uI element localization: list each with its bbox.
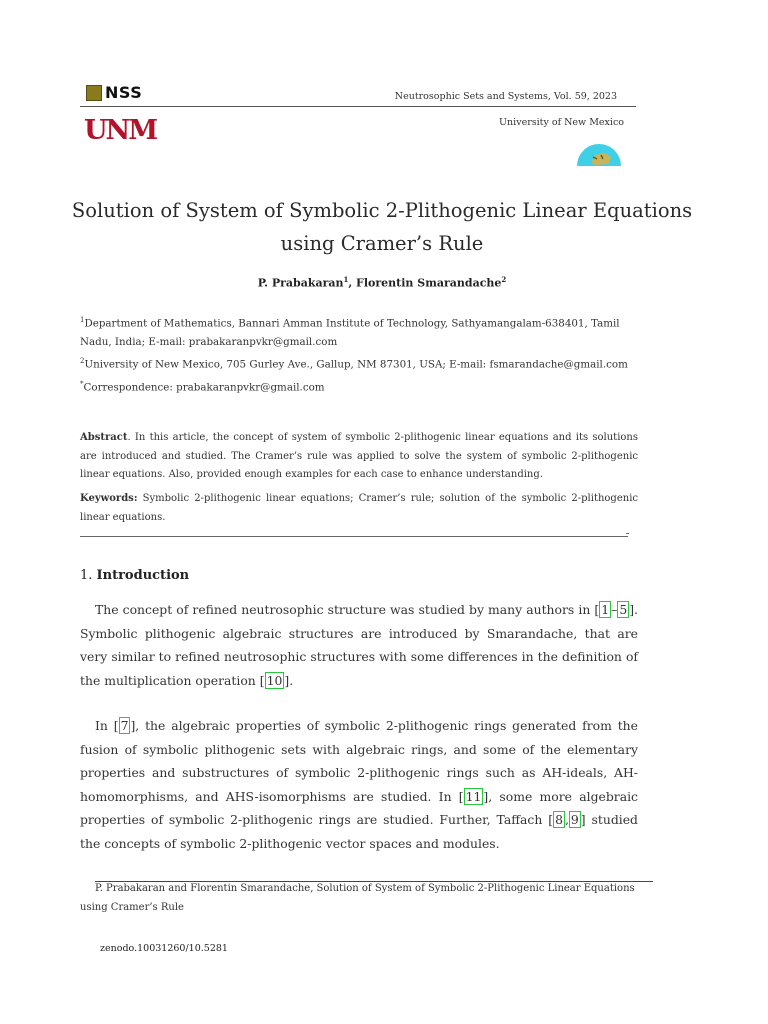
keywords-label: Keywords: [80, 493, 138, 504]
citation-link[interactable]: 1 [601, 602, 610, 617]
section-title: Introduction [96, 568, 190, 583]
author-2-affil-mark: 2 [501, 275, 507, 284]
author-separator: , [348, 276, 357, 290]
university-emblem-icon [575, 133, 623, 166]
affiliation-2-text: University of New Mexico, 705 Gurley Ave., Gallup, NM 87301, USA; E-mail: fsmarandache@gmail.com [84, 358, 628, 371]
header-divider [80, 106, 636, 107]
affiliation-1 [80, 311, 640, 352]
para-text: In [95, 718, 114, 733]
citation-link[interactable]: 7 [120, 718, 129, 733]
intro-paragraph-2: In [ 7 ], the algebraic properties of symbolic 2-plithogenic rings generated from the fusion of symbolic plithogenic sets with algebraic rings, and some of the elementary properties and substructures of symbolic 2-plithogenic rings such as AH-ideals, AH-homomorphisms, and AHS-isomorphisms are studied. In [ 11 ], some more algebraic properties of symbolic 2-plithogenic rings are studied. Further, Taffach [ 8 , 9 ] studied the concepts of symbolic 2-plithogenic vector spaces and modules. [80, 718, 638, 851]
citation-dash: – [611, 602, 618, 617]
abstract-divider [80, 536, 628, 537]
author-list [60, 275, 704, 290]
abstract-label: Abstract [80, 432, 128, 443]
unm-logo: UNM [84, 115, 157, 146]
keywords [80, 490, 638, 527]
nss-logo [86, 83, 142, 102]
keywords-text: Symbolic 2-plithogenic linear equations; Cramer’s rule; solution of the symbolic 2-plithogenic linear equations. [80, 493, 638, 523]
affiliations [80, 311, 640, 397]
section-number: 1. [80, 568, 97, 583]
divider-tick [626, 533, 629, 534]
correspondence-text: Correspondence: prabakaranpvkr@gmail.com [83, 381, 325, 394]
citation-link[interactable]: 10 [266, 672, 283, 688]
citation-link[interactable]: 5 [619, 602, 628, 617]
para-text: . [289, 672, 294, 688]
para-text: , the algebraic properties of symbolic 2-plithogenic rings generated from the fusion of symbolic plithogenic sets with algebraic rings, and some of the elementary properties and substructures of symbolic 2-plithogenic rings such as AH-ideals, AH-homomorphisms, and AHS-isomorphisms are studied. In [80, 718, 638, 804]
affiliation-1-text: Department of Mathematics, Bannari Amman Institute of Technology, Sathyamangalam-638401, Tamil Nadu, India; E-mail: prabakaranpvkr@gmail.com [80, 317, 620, 349]
para-text: The concept of refined neutrosophic structure was studied by many authors in [95, 602, 595, 617]
correspondence [80, 375, 640, 397]
abstract [80, 429, 638, 485]
para-text: . Symbolic plithogenic algebraic structures are introduced by Smarandache, that are very similar to refined neutrosophic structures with some differences in the definition of the multiplication operation [80, 602, 638, 688]
citation-link[interactable]: 8 [555, 812, 563, 827]
footer-citation [80, 879, 642, 917]
para-text: , some more algebraic properties of symbolic 2-plithogenic rings are studied. Further, Taffach [80, 788, 638, 827]
author-1: P. Prabakaran [257, 276, 344, 290]
author-2: Florentin Smarandache [356, 276, 502, 290]
affiliation-2-mark: 2 [80, 357, 85, 366]
affiliation-2 [80, 352, 640, 374]
footer-citation-text: P. Prabakaran and Florentin Smarandache, Solution of System of Symbolic 2-Plithogenic Linear Equations using Cramer’s Rule [80, 883, 635, 913]
intro-paragraph-1: The concept of refined neutrosophic structure was studied by many authors in [ 1 – 5 ]. Symbolic plithogenic algebraic structures are introduced by Smarandache, that are very similar to refined neutrosophic structures with some differences in the definition of the multiplication operation [ 10 ]. [80, 602, 638, 688]
citation-link[interactable]: 11 [465, 788, 482, 804]
title-line-2: using Cramer’s Rule [280, 232, 484, 255]
affiliation-1-mark: 1 [80, 316, 85, 324]
journal-info: Neutrosophic Sets and Systems, Vol. 59, 2023 [394, 91, 617, 102]
para-text: studied the concepts of symbolic 2-plithogenic vector spaces and modules. [80, 812, 638, 851]
citation-link[interactable]: 9 [570, 812, 579, 827]
correspondence-mark: * [80, 379, 84, 388]
abstract-text: . In this article, the concept of system of symbolic 2-plithogenic linear equations and its solutions are introduced and studied. The Cramer’s rule was applied to solve the system of symbolic 2-plithogenic linear equations. Also, provided enough examples for each case to enhance understanding. [80, 432, 638, 480]
section-heading [80, 568, 189, 583]
title-line-1: Solution of System of Symbolic 2-Plithogenic Linear Equations [71, 199, 693, 222]
paper-title [60, 194, 704, 260]
author-1-affil-mark: 1 [343, 275, 349, 284]
nss-logo-mark [86, 85, 102, 101]
doi: zenodo.10031260/10.5281 [100, 943, 228, 954]
university-name: University of New Mexico [499, 117, 624, 128]
nss-logo-text: NSS [105, 83, 143, 102]
